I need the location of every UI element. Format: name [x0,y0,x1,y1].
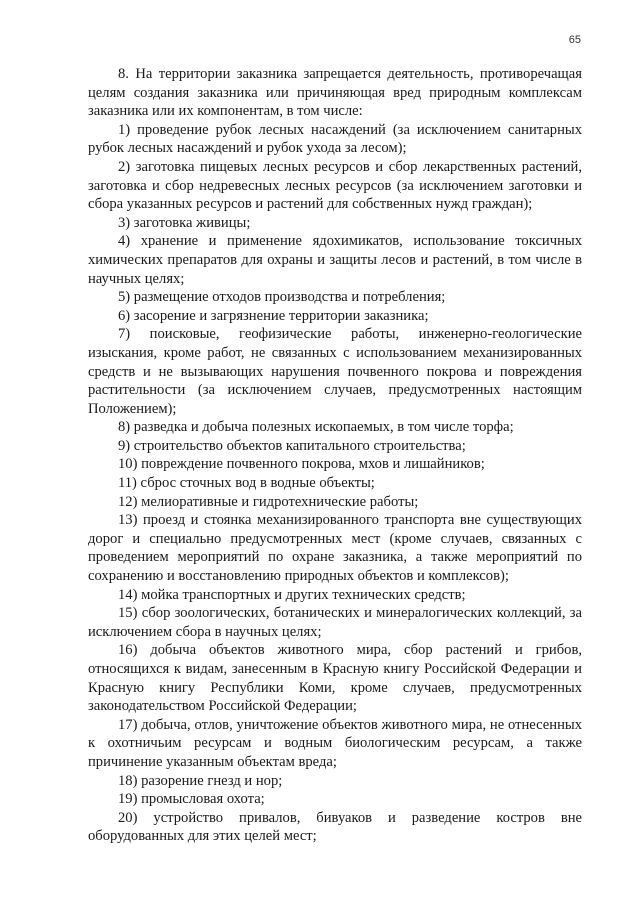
document-body [88,65,582,846]
list-item: 20) устройство привалов, бивуаков и разведение костров вне оборудованных для этих целей мест; [88,809,582,845]
list-item: 5) размещение отходов производства и потребления; [118,289,446,306]
list-item: 15) сбор зоологических, ботанических и минералогических коллекций, за исключением сбора в научных целях; [88,605,582,640]
list-item: 1) проведение рубок лесных насаждений (за исключением санитарных рубок лесных насаждений и рубок ухода за лесом); [88,121,582,157]
list-item: 9) строительство объектов капитального строительства; [118,437,466,454]
paragraph-intro: 8. На территории заказника запрещается деятельность, противоречащая целям создания заказника или причиняющая вред природным комплексам заказника или их компонентам, в том числе: [88,66,582,120]
list-item: 4) хранение и применение ядохимикатов, использование токсичных химических препаратов для охраны и защиты лесов и растений, в том числе в научных целях; [88,233,582,287]
list-item: 11) сброс сточных вод в водные объекты; [118,475,375,492]
list-item: 3) заготовка живицы; [118,214,251,231]
list-item: 6) засорение и загрязнение территории заказника; [118,307,429,324]
list-item: 13) проезд и стоянка механизированного транспорта вне существующих дорог и специально предусмотренных мест (кроме случаев, связанных с проведением мероприятий по охране заказника, а также мероприятий по сохранению и восстановлению природных объектов и комплексов); [88,512,582,585]
list-item: 8) разведка и добыча полезных ископаемых, в том числе торфа; [118,419,514,436]
list-item: 14) мойка транспортных и других технических средств; [118,586,466,603]
list-item: 7) поисковые, геофизические работы, инженерно-геологические изыскания, кроме работ, не связанных с использованием механизированных средств и не вызывающих нарушения почвенного покрова и повреждения растительности (за исключением случаев, предусмотренных настоящим Положением); [88,326,582,417]
list-item: 10) повреждение почвенного покрова, мхов и лишайников; [118,456,485,473]
list-item: 18) разорение гнезд и нор; [118,772,283,789]
list-item: 17) добыча, отлов, уничтожение объектов животного мира, не отнесенных к охотничьим ресурсам и водным биологическим ресурсам, а также причинение указанным объектам вреда; [88,716,582,770]
page-number: 65 [568,34,581,46]
list-item: 19) промысловая охота; [118,791,265,808]
list-item: 12) мелиоративные и гидротехнические работы; [118,493,419,510]
list-item: 16) добыча объектов животного мира, сбор растений и грибов, относящихся к видам, занесенным в Красную книгу Российской Федерации и Красную книгу Республики Коми, кроме случаев, предусмотренных законодательством Российской Федерации; [88,642,582,715]
list-item: 2) заготовка пищевых лесных ресурсов и сбор лекарственных растений, заготовка и сбор недревесных лесных ресурсов (за исключением заготовки и сбора указанных ресурсов и растений для собственных нужд граждан); [88,158,582,213]
